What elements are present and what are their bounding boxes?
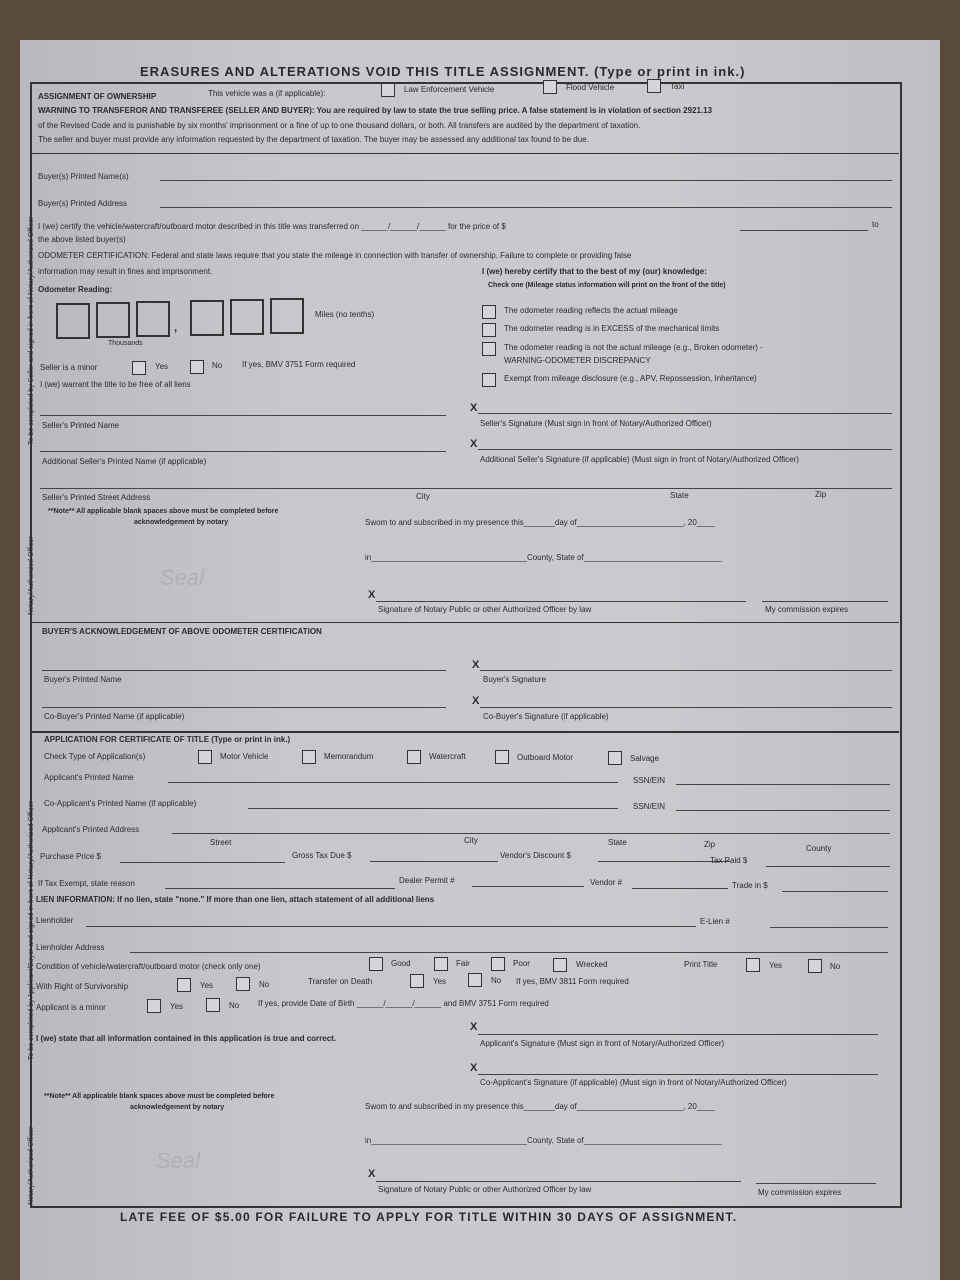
discrepancy-label: WARNING-ODOMETER DISCREPANCY xyxy=(504,356,651,365)
applicant-address-label: Applicant's Printed Address xyxy=(42,825,140,834)
seller-signature-field[interactable] xyxy=(478,413,892,414)
lienholder-field[interactable] xyxy=(86,926,696,927)
warning-line-2: of the Revised Code and is punishable by six months' imprisonment or a fine of up to one thousand dollars, or both. All transfers are audited by the department of taxation. xyxy=(38,121,641,130)
watercraft-checkbox[interactable] xyxy=(407,750,421,764)
survivorship-no-label: No xyxy=(259,980,270,989)
state-true-label: I (we) state that all information contained in this application is true and correct. xyxy=(36,1034,337,1043)
condition-wrecked-checkbox[interactable] xyxy=(553,958,567,972)
co-buyer-signature-field[interactable] xyxy=(480,707,892,708)
ssn-label-2: SSN/EIN xyxy=(633,802,666,811)
check-one-label: Check one (Mileage status information will print on the front of the title) xyxy=(488,282,726,289)
purchase-price-field[interactable] xyxy=(120,862,285,863)
taxi-checkbox[interactable] xyxy=(647,79,661,93)
tod-label: Transfer on Death xyxy=(308,977,373,986)
memorandum-checkbox[interactable] xyxy=(302,750,316,764)
tax-exempt-field[interactable] xyxy=(165,888,395,889)
applicant-name-field[interactable] xyxy=(168,782,618,783)
print-title-yes-label: Yes xyxy=(769,961,783,970)
vehicle-was-label: This vehicle was a (if applicable): xyxy=(208,89,326,98)
survivorship-yes-label: Yes xyxy=(200,981,214,990)
address-state-label: State xyxy=(608,838,627,847)
elien-label: E-Lien # xyxy=(700,917,730,926)
notary-signature-field[interactable] xyxy=(376,601,746,602)
lienholder-address-label: Lienholder Address xyxy=(36,943,105,952)
divider xyxy=(31,622,899,623)
seller-name-field[interactable] xyxy=(40,415,446,416)
print-title-no-label: No xyxy=(830,962,841,971)
odometer-digit-5[interactable] xyxy=(230,299,264,335)
divider xyxy=(31,731,899,733)
exempt-label: Exempt from mileage disclosure (e.g., APV, Repossession, Inheritance) xyxy=(504,374,757,383)
applicant-name-label: Applicant's Printed Name xyxy=(44,773,134,782)
odometer-digit-1[interactable] xyxy=(56,303,90,339)
motor-vehicle-checkbox[interactable] xyxy=(198,750,212,764)
law-enforcement-label: Law Enforcement Vehicle xyxy=(404,85,495,94)
seller-name-label: Seller's Printed Name xyxy=(42,421,120,430)
vendor-number-label: Vendor # xyxy=(590,878,623,887)
seller-zip-label: Zip xyxy=(815,490,827,499)
address-county-label: County xyxy=(806,844,832,853)
certify-line-1: I (we) certify the vehicle/watercraft/outboard motor described in this title was transferred on ______/______/______ for the price of $ xyxy=(38,222,506,231)
applicant-side-label: To be completed by Applicant/Buyer and signed in front of Notary/Authorized Officer xyxy=(28,800,35,1060)
survivorship-yes-checkbox[interactable] xyxy=(177,978,191,992)
ssn-label: SSN/EIN xyxy=(633,776,666,785)
odometer-digit-2[interactable] xyxy=(96,302,130,338)
flood-vehicle-checkbox[interactable] xyxy=(543,80,557,94)
notary-sig-label-2: Signature of Notary Public or other Authorized Officer by law xyxy=(378,1185,592,1194)
app-sig-label: Applicant's Signature (Must sign in front of Notary/Authorized Officer) xyxy=(480,1039,725,1048)
print-title-no-checkbox[interactable] xyxy=(808,959,822,973)
coapp-sig-label: Co-Applicant's Signature (if applicable) (Must sign in front of Notary/Authorized Officer) xyxy=(480,1078,787,1087)
seller-minor-no-checkbox[interactable] xyxy=(190,360,204,374)
notary-sig-label: Signature of Notary Public or other Authorized Officer by law xyxy=(378,605,592,614)
buyer-printed-name-label: Buyer's Printed Name xyxy=(44,675,122,684)
application-heading: APPLICATION FOR CERTIFICATE OF TITLE (Type or print in ink.) xyxy=(44,735,291,744)
odometer-digit-6[interactable] xyxy=(270,298,304,334)
odometer-cert-2: information may result in fines and imprisonment. xyxy=(38,267,213,276)
co-applicant-label: Co-Applicant's Printed Name (if applicable) xyxy=(44,799,197,808)
note-line-2: acknowledgement by notary xyxy=(134,519,229,526)
applicant-minor-yes-label: Yes xyxy=(170,1002,184,1011)
buyer-sig-x: X xyxy=(472,659,480,671)
notary-side-label-2: Notary/Authorized Officer xyxy=(28,1126,35,1205)
seller-minor-yes-checkbox[interactable] xyxy=(132,361,146,375)
birth-date-note: If yes, provide Date of Birth ______/______/______ and BMV 3751 Form required xyxy=(258,999,549,1008)
seller-minor-no-label: No xyxy=(212,361,223,370)
assignment-heading: ASSIGNMENT OF OWNERSHIP xyxy=(38,92,157,101)
co-buyer-name-field[interactable] xyxy=(42,707,446,708)
condition-fair-label: Fair xyxy=(456,959,470,968)
survivorship-no-checkbox[interactable] xyxy=(236,977,250,991)
applicant-minor-no-checkbox[interactable] xyxy=(206,998,220,1012)
check-type-label: Check Type of Application(s) xyxy=(44,752,146,761)
outboard-motor-label: Outboard Motor xyxy=(517,753,574,762)
tax-paid-label: Tax Paid $ xyxy=(710,856,748,865)
taxi-label: Taxi xyxy=(670,82,685,91)
excess-mileage-label: The odometer reading is in EXCESS of the mechanical limits xyxy=(504,324,720,333)
actual-mileage-label: The odometer reading reflects the actual mileage xyxy=(504,306,678,315)
app-sig-x: X xyxy=(470,1021,478,1033)
applicant-address-field[interactable] xyxy=(172,833,890,834)
buyer-signature-field[interactable] xyxy=(480,670,892,671)
seller-sig-x: X xyxy=(470,402,478,414)
buyer-name-field[interactable] xyxy=(160,180,892,181)
co-applicant-signature-field[interactable] xyxy=(478,1074,878,1075)
print-title-label: Print Title xyxy=(684,960,718,969)
notary-sig-x: X xyxy=(368,589,376,601)
excess-mileage-checkbox[interactable] xyxy=(482,323,496,337)
actual-mileage-checkbox[interactable] xyxy=(482,305,496,319)
hereby-label: I (we) hereby certify that to the best of my (our) knowledge: xyxy=(482,267,707,276)
co-applicant-field[interactable] xyxy=(248,808,618,809)
divider xyxy=(31,153,899,154)
condition-poor-label: Poor xyxy=(513,959,530,968)
gross-tax-field[interactable] xyxy=(370,861,498,862)
seller-sig-label: Seller's Signature (Must sign in front of Notary/Authorized Officer) xyxy=(480,419,712,428)
tax-paid-field[interactable] xyxy=(766,866,890,867)
address-street-label: Street xyxy=(210,838,232,847)
buyer-name-label: Buyer(s) Printed Name(s) xyxy=(38,172,129,181)
outboard-motor-checkbox[interactable] xyxy=(495,750,509,764)
dealer-permit-field[interactable] xyxy=(472,886,584,887)
dealer-permit-label: Dealer Permit # xyxy=(399,876,455,885)
notary-signature-field-2[interactable] xyxy=(376,1181,741,1182)
sworn-text: Swom to and subscribed in my presence this_______day of________________________, 20____ xyxy=(365,518,715,527)
ssn-field-2[interactable] xyxy=(676,810,890,811)
tod-no-checkbox[interactable] xyxy=(468,973,482,987)
condition-wrecked-label: Wrecked xyxy=(576,960,608,969)
additional-seller-signature-field[interactable] xyxy=(478,449,892,450)
applicant-minor-yes-checkbox[interactable] xyxy=(147,999,161,1013)
law-enforcement-checkbox[interactable] xyxy=(381,83,395,97)
coapp-sig-x: X xyxy=(470,1062,478,1074)
commission-label-2: My commission expires xyxy=(758,1188,842,1197)
seller-city-label: City xyxy=(416,492,430,501)
additional-seller-field[interactable] xyxy=(40,451,446,452)
county-text: in___________________________________County, State of_______________________________ xyxy=(365,553,722,562)
seller-address-field[interactable] xyxy=(40,488,892,489)
condition-poor-checkbox[interactable] xyxy=(491,957,505,971)
gross-tax-label: Gross Tax Due $ xyxy=(292,851,352,860)
note-line-2b: acknowledgement by notary xyxy=(130,1104,225,1111)
warrant-label: I (we) warrant the title to be free of all liens xyxy=(40,380,191,389)
tod-note: If yes, BMV 3811 Form required xyxy=(516,977,629,986)
tod-yes-checkbox[interactable] xyxy=(410,974,424,988)
warning-line-1: WARNING TO TRANSFEROR AND TRANSFEREE (SELLER AND BUYER): You are required by law to state the true selling price. A false statement is in violation of section 2921.13 xyxy=(38,106,713,115)
seal-watermark: Seal xyxy=(160,565,205,590)
salvage-checkbox[interactable] xyxy=(608,751,622,765)
condition-label: Condition of vehicle/watercraft/outboard motor (check only one) xyxy=(36,962,261,971)
seller-minor-label: Seller is a minor xyxy=(40,363,98,372)
vendor-discount-label: Vendor's Discount $ xyxy=(500,851,571,860)
tod-yes-label: Yes xyxy=(433,977,447,986)
seller-minor-note: If yes, BMV 3751 Form required xyxy=(242,360,356,369)
certify-to: to xyxy=(872,220,879,229)
ssn-field[interactable] xyxy=(676,784,890,785)
odometer-reading-label: Odometer Reading: xyxy=(38,285,113,294)
tax-exempt-label: If Tax Exempt, state reason xyxy=(38,879,135,888)
condition-good-label: Good xyxy=(391,959,411,968)
co-buyer-sig-x: X xyxy=(472,695,480,707)
elien-field[interactable] xyxy=(770,927,888,928)
not-actual-label: The odometer reading is not the actual mileage (e.g., Broken odometer) - xyxy=(504,343,763,352)
additional-sig-x: X xyxy=(470,438,478,450)
county-text-2: in___________________________________County, State of_______________________________ xyxy=(365,1136,722,1145)
thousands-label: Thousands xyxy=(108,340,143,347)
seller-side-label: To be completed by Seller and signed in front of Notary/Authorized Officer xyxy=(28,216,35,445)
flood-vehicle-label: Flood Vehicle xyxy=(566,83,615,92)
trade-in-field[interactable] xyxy=(782,891,888,892)
additional-sig-label: Additional Seller's Signature (if applicable) (Must sign in front of Notary/Authorized Officer) xyxy=(480,455,799,464)
form-title: ERASURES AND ALTERATIONS VOID THIS TITLE ASSIGNMENT. (Type or print in ink.) xyxy=(140,64,746,79)
buyer-ack-heading: BUYER'S ACKNOWLEDGEMENT OF ABOVE ODOMETER CERTIFICATION xyxy=(42,627,322,636)
buyer-printed-name-field[interactable] xyxy=(42,670,446,671)
watercraft-label: Watercraft xyxy=(429,752,466,761)
not-actual-checkbox[interactable] xyxy=(482,342,496,356)
note-line-1: **Note** All applicable blank spaces above must be completed before xyxy=(48,508,279,515)
odometer-comma: , xyxy=(174,322,178,334)
address-zip-label: Zip xyxy=(704,840,716,849)
applicant-minor-no-label: No xyxy=(229,1001,240,1010)
condition-fair-checkbox[interactable] xyxy=(434,957,448,971)
odometer-digit-3[interactable] xyxy=(136,301,170,337)
miles-label: Miles (no tenths) xyxy=(315,310,375,319)
seller-state-label: State xyxy=(670,491,689,500)
co-buyer-name-label: Co-Buyer's Printed Name (if applicable) xyxy=(44,712,185,721)
seller-minor-yes-label: Yes xyxy=(155,362,169,371)
exempt-checkbox[interactable] xyxy=(482,373,496,387)
lienholder-label: Lienholder xyxy=(36,916,74,925)
buyer-address-label: Buyer(s) Printed Address xyxy=(38,199,127,208)
address-city-label: City xyxy=(464,836,478,845)
seal-watermark-2: Seal xyxy=(156,1148,201,1173)
commission-label: My commission expires xyxy=(765,605,849,614)
vendor-number-field[interactable] xyxy=(632,888,728,889)
additional-seller-label: Additional Seller's Printed Name (if applicable) xyxy=(42,457,207,466)
salvage-label: Salvage xyxy=(630,754,659,763)
applicant-signature-field[interactable] xyxy=(478,1034,878,1035)
memorandum-label: Memorandum xyxy=(324,752,374,761)
applicant-minor-label: Applicant is a minor xyxy=(36,1003,106,1012)
odometer-digit-4[interactable] xyxy=(190,300,224,336)
tod-no-label: No xyxy=(491,976,502,985)
note-line-1b: **Note** All applicable blank spaces above must be completed before xyxy=(44,1093,275,1100)
motor-vehicle-label: Motor Vehicle xyxy=(220,752,269,761)
buyer-sig-label: Buyer's Signature xyxy=(483,675,546,684)
warning-line-3: The seller and buyer must provide any information requested by the department of taxation. The buyer may be assessed any additional tax found to be due. xyxy=(38,135,589,144)
notary-sig-x-2: X xyxy=(368,1168,376,1180)
price-field[interactable] xyxy=(740,230,868,231)
survivorship-label: With Right of Survivorship xyxy=(36,982,129,991)
notary-side-label: Notary/Authorized Officer xyxy=(28,536,35,615)
print-title-yes-checkbox[interactable] xyxy=(746,958,760,972)
sworn-text-2: Swom to and subscribed in my presence this_______day of________________________, 20____ xyxy=(365,1102,715,1111)
buyer-address-field[interactable] xyxy=(160,207,892,208)
lien-info-label: LIEN INFORMATION: If no lien, state "none." If more than one lien, attach statement of all additional liens xyxy=(36,895,435,904)
seller-street-label: Seller's Printed Street Address xyxy=(42,493,151,502)
commission-field-2[interactable] xyxy=(756,1183,876,1184)
co-buyer-sig-label: Co-Buyer's Signature (if applicable) xyxy=(483,712,609,721)
odometer-cert-1: ODOMETER CERTIFICATION: Federal and state laws require that you state the mileage in connection with transfer of ownership. Failure to complete or providing false xyxy=(38,251,632,260)
trade-in-label: Trade in $ xyxy=(732,881,768,890)
late-fee-footer: LATE FEE OF $5.00 FOR FAILURE TO APPLY FOR TITLE WITHIN 30 DAYS OF ASSIGNMENT. xyxy=(120,1210,738,1224)
condition-good-checkbox[interactable] xyxy=(369,957,383,971)
lienholder-address-field[interactable] xyxy=(130,952,888,953)
commission-field[interactable] xyxy=(762,601,888,602)
purchase-price-label: Purchase Price $ xyxy=(40,852,101,861)
certify-line-2: the above listed buyer(s) xyxy=(38,235,126,244)
